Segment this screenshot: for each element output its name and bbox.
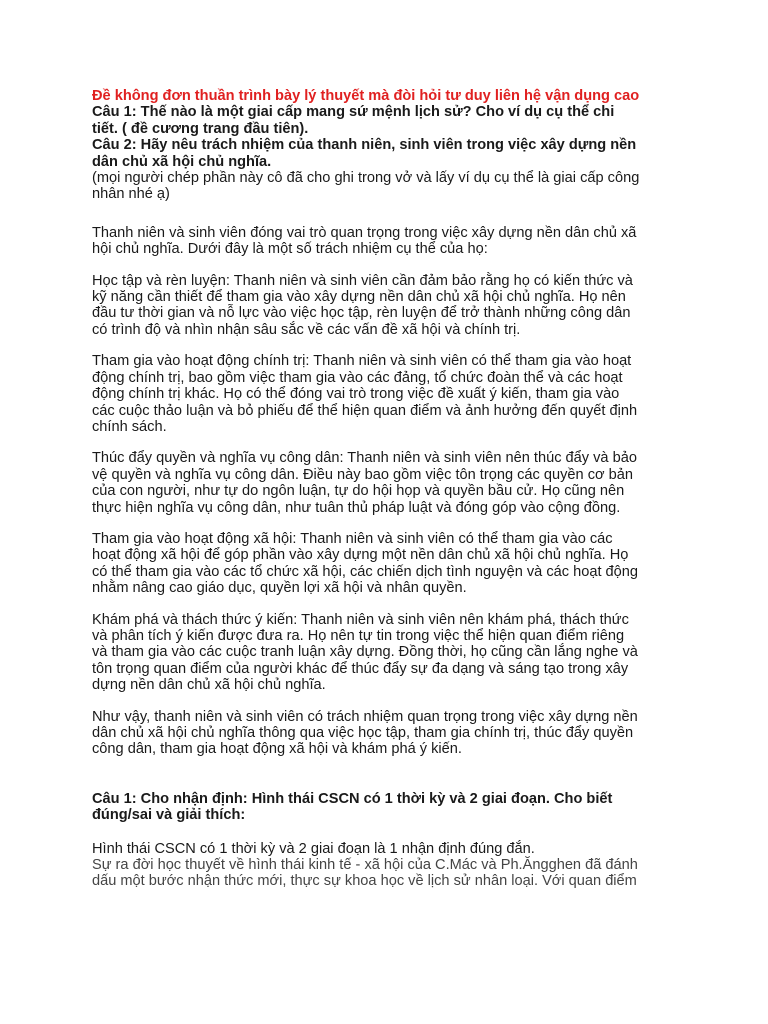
section-2-explanation-line-1: Sự ra đời học thuyết về hình thái kinh tế - xã hội của C.Mác và Ph.Ăngghen đã đánh <box>92 857 638 874</box>
paragraph-social: Tham gia vào hoạt động xã hội: Thanh niên và sinh viên có thể tham gia vào các hoạt động xã hội để góp phần vào xây dựng một nền dân chủ xã hội chủ nghĩa. Họ có thể tham gia vào các tổ chức xã hội, các chiến dịch tình nguyện và các hoạt động nhằm nâng cao giáo dục, quyền lợi xã hội và nhân quyền. <box>92 530 639 597</box>
note-line-1: (mọi người chép phần này cô đã cho ghi trong vở và lấy ví dụ cụ thể là giai cấp công <box>92 170 640 187</box>
paragraph-intro: Thanh niên và sinh viên đóng vai trò quan trọng trong việc xây dựng nền dân chủ xã hội chủ nghĩa. Dưới đây là một số trách nhiệm cụ thể của họ: <box>92 224 637 258</box>
question-1-line-1: Câu 1: Thế nào là một giai cấp mang sứ mệnh lịch sử? Cho ví dụ cụ thể chi <box>92 104 615 121</box>
question-1-line-2: tiết. ( đề cương trang đầu tiên). <box>92 120 309 137</box>
red-title: Đề không đơn thuần trình bày lý thuyết mà đòi hỏi tư duy liên hệ vận dụng cao <box>92 88 640 104</box>
paragraph-conclusion: Như vậy, thanh niên và sinh viên có trách nhiệm quan trọng trong việc xây dựng nền dân chủ xã hội chủ nghĩa thông qua việc học tập, tham gia chính trị, thúc đẩy quyền công dân, tham gia hoạt động xã hội và khám phá ý kiến. <box>92 708 638 758</box>
document-page <box>92 88 682 890</box>
section-2-explanation-line-2: dấu một bước nhận thức mới, thực sự khoa học về lịch sử nhân loại. Với quan điểm <box>92 873 637 890</box>
paragraph-citizen-rights: Thúc đẩy quyền và nghĩa vụ công dân: Thanh niên và sinh viên nên thúc đẩy và bảo vệ quyền và nghĩa vụ công dân. Điều này bao gồm việc tôn trọng các quyền cơ bản của con người, như tự do ngôn luận, tự do hội họp và quyền bầu cử. Họ cũng nên thực hiện nghĩa vụ công dân, như tuân thủ pháp luật và đóng góp vào cộng đồng. <box>92 450 637 516</box>
paragraph-politics: Tham gia vào hoạt động chính trị: Thanh niên và sinh viên có thể tham gia vào hoạt động chính trị, bao gồm việc tham gia vào các đảng, tổ chức đoàn thể và các hoạt động chính trị khác. Họ có thể đóng vai trò trong việc đề xuất ý kiến, tham gia vào các cuộc thảo luận và bỏ phiếu để thể hiện quan điểm và ảnh hưởng đến quyết định chính sách. <box>92 353 638 435</box>
note-line-2: nhân nhé ạ) <box>92 186 170 203</box>
section-2-answer: Hình thái CSCN có 1 thời kỳ và 2 giai đoạn là 1 nhận định đúng đắn. <box>92 840 535 857</box>
section-2-question: Câu 1: Cho nhận định: Hình thái CSCN có 1 thời kỳ và 2 giai đoạn. Cho biết đúng/sai và giải thích: <box>92 790 613 824</box>
paragraph-study: Học tập và rèn luyện: Thanh niên và sinh viên cần đảm bảo rằng họ có kiến thức và kỹ năng cần thiết để tham gia vào xây dựng nền dân chủ xã hội chủ nghĩa. Họ nên đầu tư thời gian và nỗ lực vào việc học tập, rèn luyện để trở thành những công dân có trình độ và nhìn nhận sâu sắc về các vấn đề xã hội và chính trị. <box>92 272 633 338</box>
question-2-line-2: dân chủ xã hội chủ nghĩa. <box>92 153 272 170</box>
paragraph-opinions: Khám phá và thách thức ý kiến: Thanh niên và sinh viên nên khám phá, thách thức và phân tích ý kiến được đưa ra. Họ nên tự tin trong việc thể hiện quan điểm riêng và tham gia vào các cuộc tranh luận xây dựng. Đồng thời, họ cũng cần lắng nghe và tôn trọng quan điểm của người khác để thúc đẩy sự đa dạng và sáng tạo trong xây dựng nền dân chủ xã hội chủ nghĩa. <box>92 611 638 694</box>
question-2-line-1: Câu 2: Hãy nêu trách nhiệm của thanh niên, sinh viên trong việc xây dựng nền <box>92 137 637 154</box>
